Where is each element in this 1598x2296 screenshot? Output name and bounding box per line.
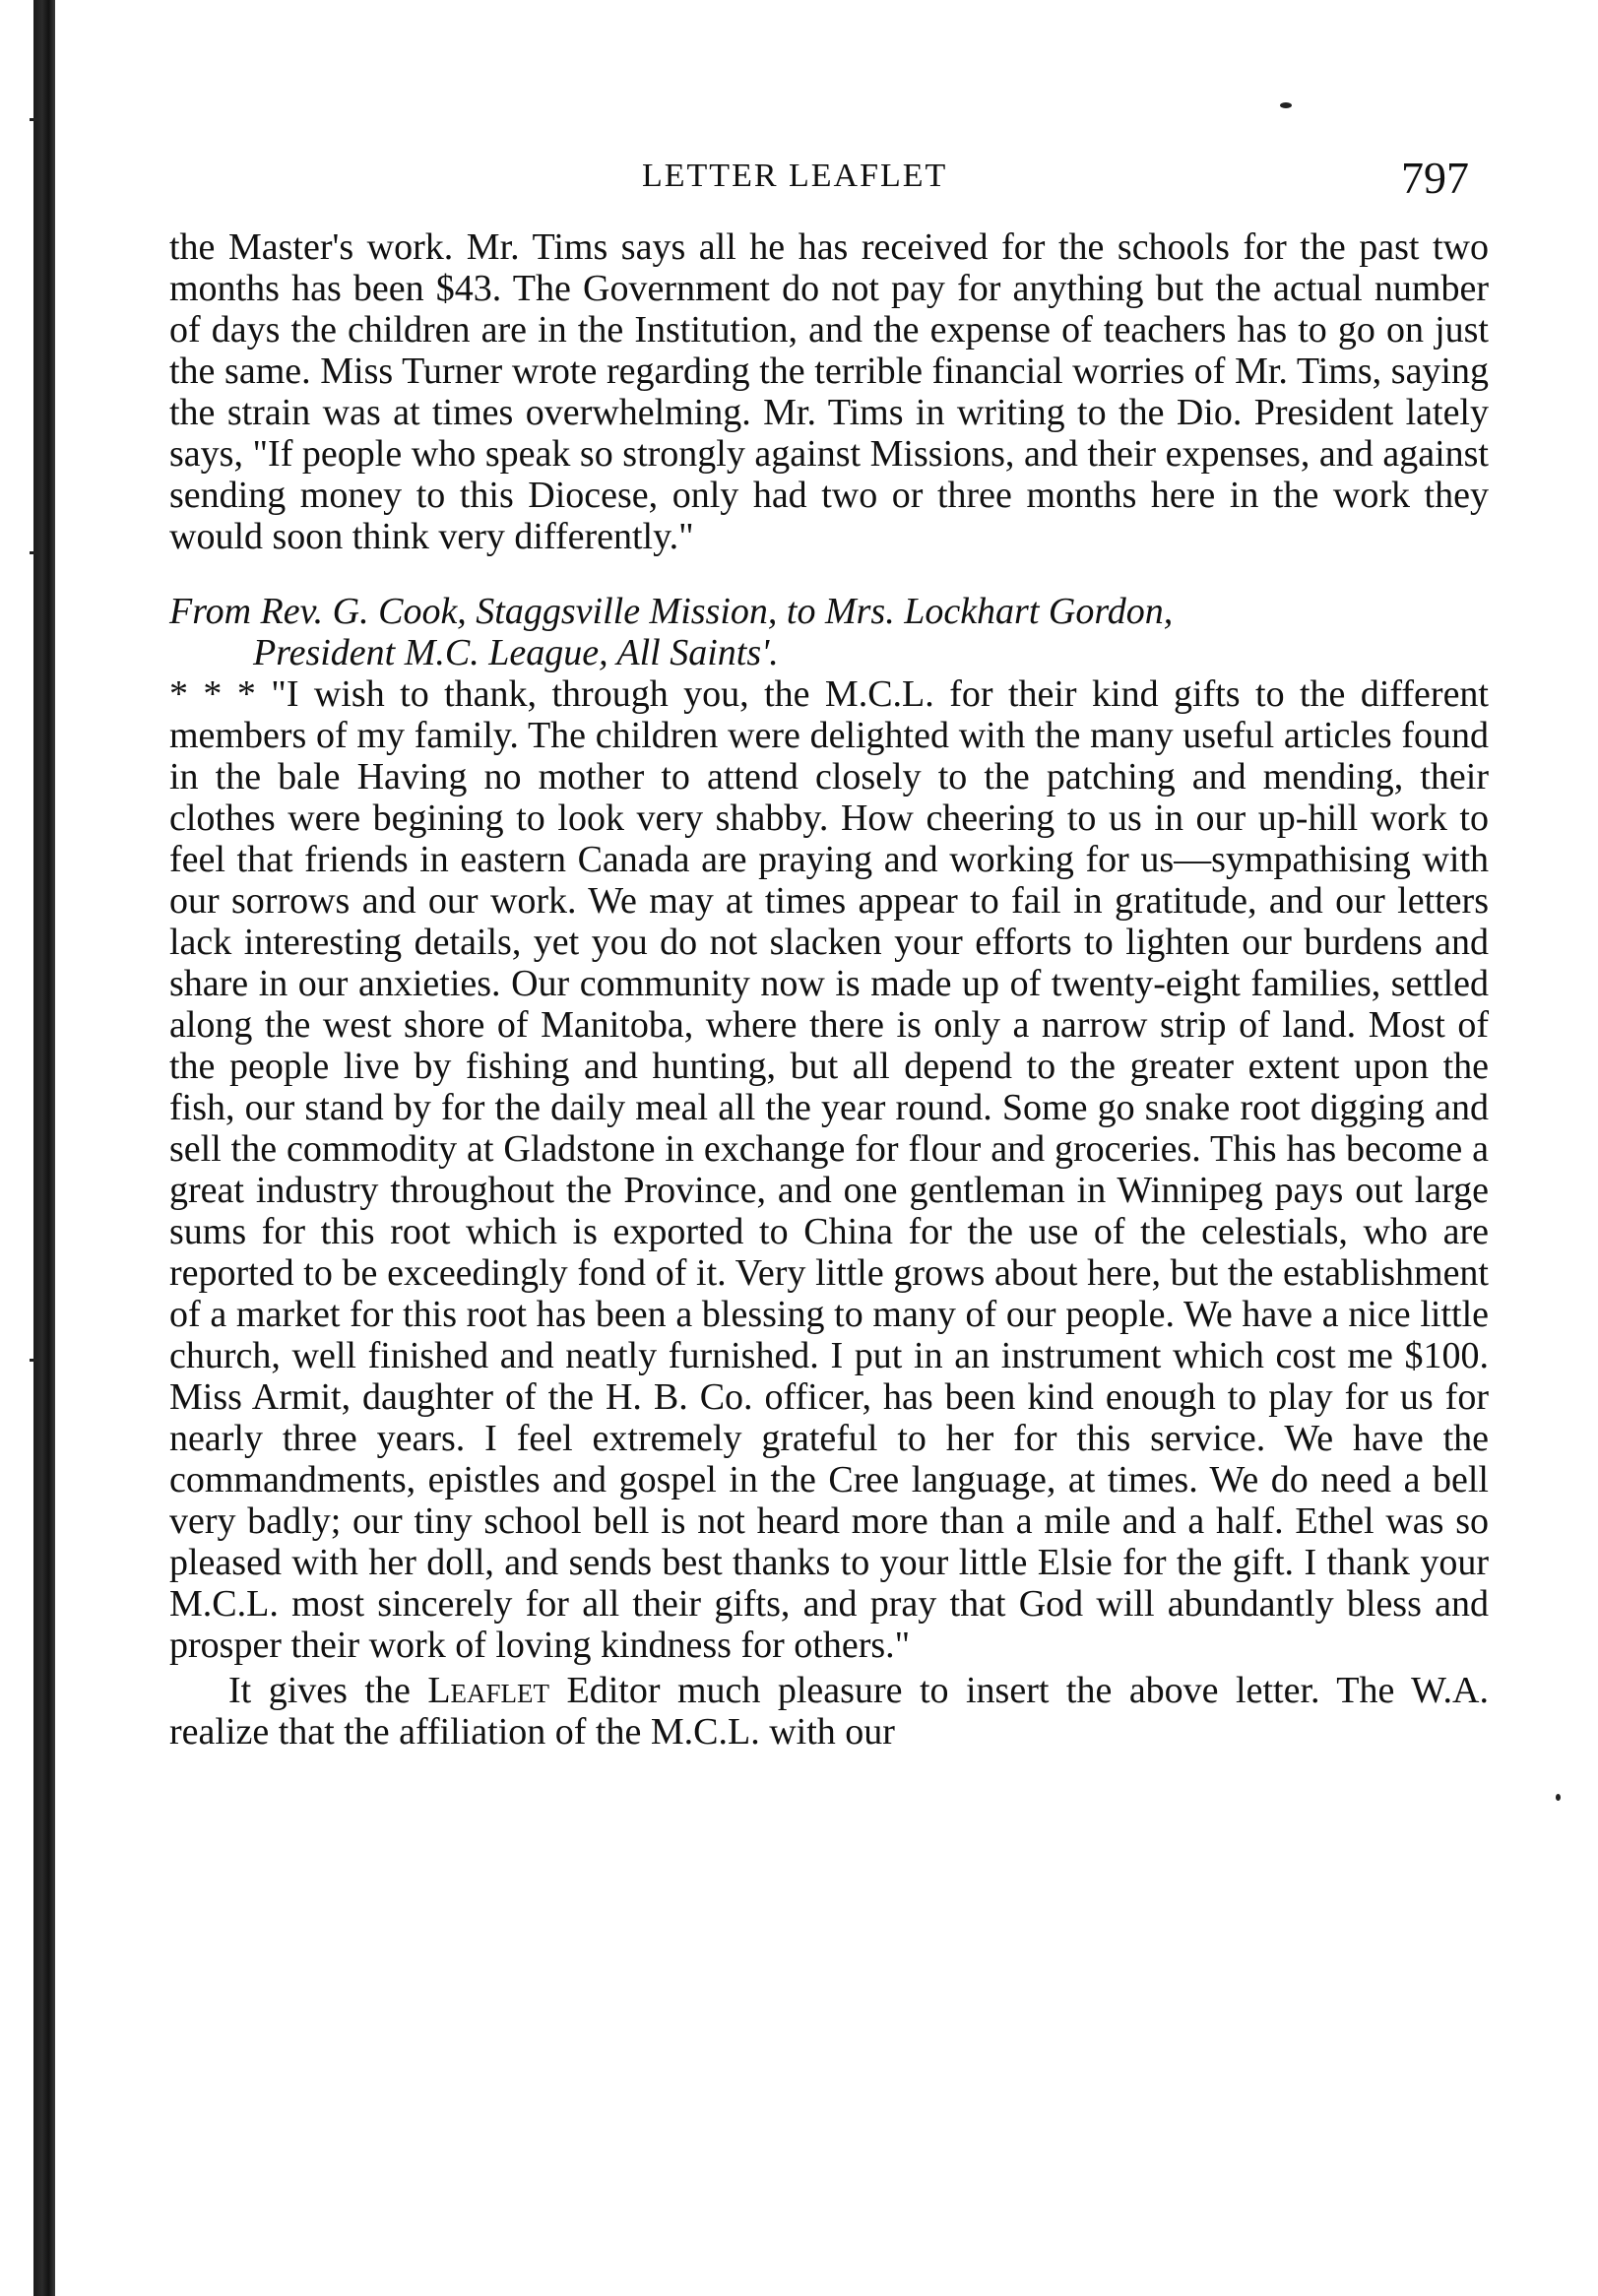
spine-mark: [30, 118, 37, 121]
letter-heading-line2: President M.C. League, All Saints'.: [253, 632, 779, 673]
leaflet-word: Leaflet: [427, 1670, 550, 1711]
ink-speck: [1280, 102, 1292, 108]
ink-speck: [1556, 1794, 1561, 1801]
page-body: [169, 226, 1489, 1753]
closing-text-before: It gives the: [228, 1670, 428, 1711]
page-number: 797: [1401, 153, 1469, 203]
letter-heading-line1: From Rev. G. Cook, Staggsville Mission, to Mrs. Lockhart Gordon,: [169, 591, 1174, 632]
continued-paragraph: the Master's work. Mr. Tims says all he has received for the schools for the past two months has been $43. The Government do not pay for anything but the actual number of days the children are in the Institution, and the expense of teachers has to go on just the same. Miss Turner wrote regarding the terrible financial worries of Mr. Tims, saying the strain was at times overwhelming. Mr. Tims in writing to the Dio. President lately says, "If people who speak so strongly against Missions, and their expenses, and against sending money to this Diocese, only had two or three months here in the work they would soon think very differently.": [169, 226, 1489, 557]
letter-body: * * * "I wish to thank, through you, the M.C.L. for their kind gifts to the different members of my family. The children were delighted with the many useful articles found in the bale Having no mother to attend closely to the patching and mending, their clothes were begining to look very shabby. How cheering to us in our up-hill work to feel that friends in eastern Canada are praying and working for us—sympathising with our sorrows and our work. We may at times appear to fail in gratitude, and our letters lack interesting details, yet you do not slacken your efforts to lighten our burdens and share in our anxieties. Our community now is made up of twenty-eight families, settled along the west shore of Manitoba, where there is only a narrow strip of land. Most of the people live by fishing and hunting, but all depend to the greater extent upon the fish, our stand by for the daily meal all the year round. Some go snake root digging and sell the commodity at Gladstone in exchange for flour and groceries. This has become a great industry throughout the Province, and one gentleman in Winnipeg pays out large sums for this root which is exported to China for the use of the celestials, who are reported to be exceedingly fond of it. Very little grows about here, but the establishment of a market for this root has been a blessing to many of our people. We have a nice little church, well finished and neatly furnished. I put in an instrument which cost me $100. Miss Armit, daughter of the H. B. Co. officer, has been kind enough to play for us for nearly three years. I feel extremely grateful to her for this service. We have the commandments, epistles and gospel in the Cree language, at times. We do need a bell very badly; our tiny school bell is not heard more than a mile and a half. Ethel was so pleased with her doll, and sends best thanks to your little Elsie for the gift. I thank your M.C.L. most sincerely for all their gifts, and pray that God will abundantly bless and prosper their work of loving kindness for others.": [169, 673, 1489, 1666]
book-spine-shadow: [33, 0, 55, 2296]
letter-heading: [169, 591, 1489, 673]
closing-text-after: Editor much pleasure to insert the above letter. The W.A. realize that the affiliation of the M.C.L. with our: [169, 1670, 1489, 1753]
closing-paragraph: [169, 1670, 1489, 1753]
running-title: LETTER LEAFLET: [642, 158, 948, 194]
spine-mark: [30, 1359, 37, 1362]
spine-mark: [30, 551, 37, 554]
page-header: [169, 153, 1489, 215]
